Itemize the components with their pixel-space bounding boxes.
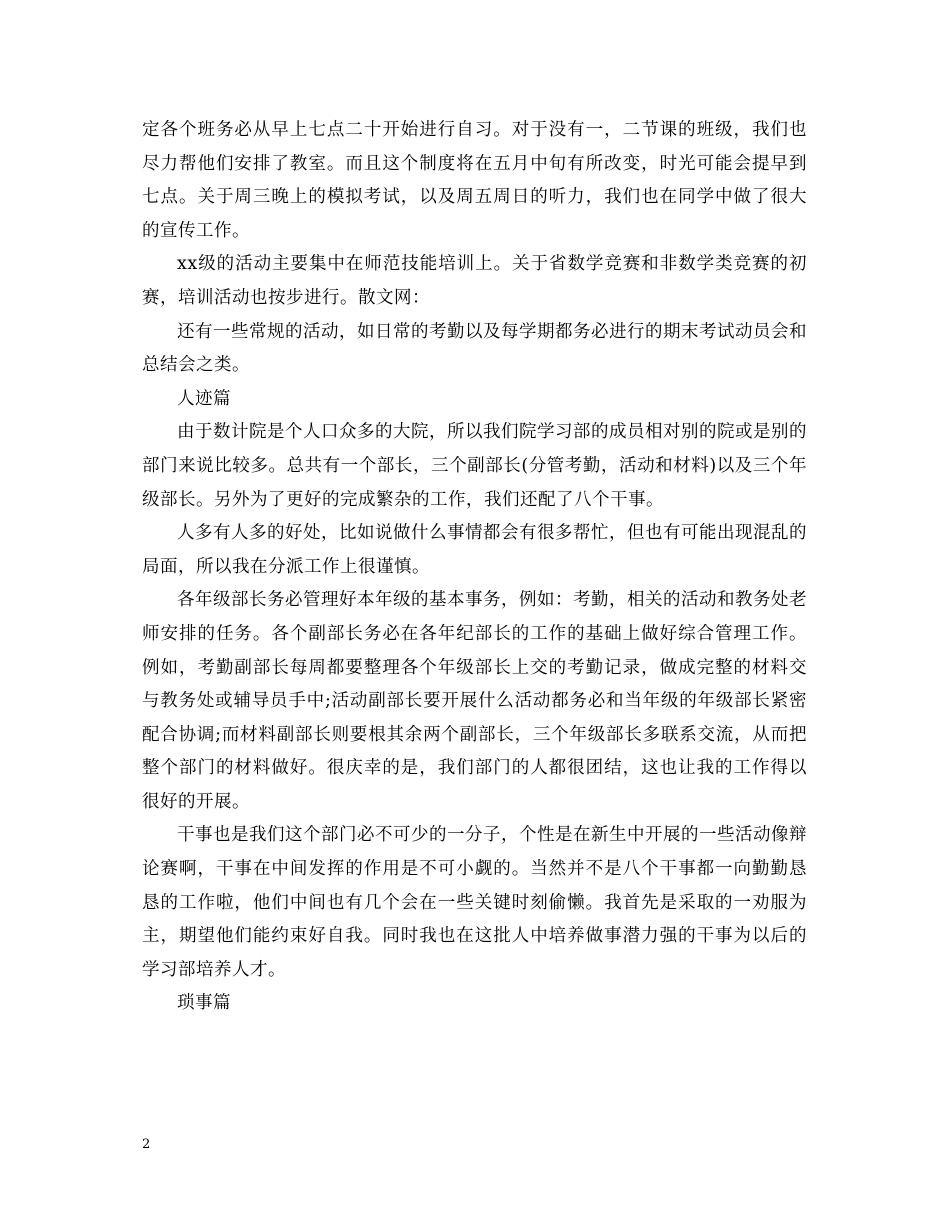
- paragraph: 人多有人多的好处，比如说做什么事情都会有很多帮忙，但也有可能出现混乱的局面，所以我在分派工作上很谨慎。: [142, 523, 807, 577]
- document-body: [142, 114, 807, 1021]
- paragraph: 干事也是我们这个部门必不可少的一分子，个性是在新生中开展的一些活动像辩论赛啊，干事在中间发挥的作用是不可小觑的。当然并不是八个干事都一向勤勤恳恳的工作啦，他们中间也有几个会在一些关键时刻偷懒。我首先是采取的一劝服为主，期望他们能约束好自我。同时我也在这批人中培养做事潜力强的干事为以后的学习部培养人才。: [142, 825, 807, 980]
- paragraph-continuation: 定各个班务必从早上七点二十开始进行自习。对于没有一，二节课的班级，我们也尽力帮他们安排了教室。而且这个制度将在五月中旬有所改变，时光可能会提早到七点。关于周三晚上的模拟考试，以及周五周日的听力，我们也在同学中做了很大的宣传工作。: [142, 120, 807, 241]
- paragraph: 还有一些常规的活动，如日常的考勤以及每学期都务必进行的期末考试动员会和总结会之类。: [142, 321, 807, 376]
- paragraph: 各年级部长务必管理好本年级的基本事务，例如：考勤，相关的活动和教务处老师安排的任务。各个副部长务必在各年纪部长的工作的基础上做好综合管理工作。例如，考勤副部长每周都要整理各个年级部长上交的考勤记录，做成完整的材料交与教务处或辅导员手中;活动副部长要开展什么活动都务必和当年级的年级部长紧密配合协调;而材料副部长则要根其余两个副部长，三个年级部长多联系交流，从而把整个部门的材料做好。很庆幸的是，我们部门的人都很团结，这也让我的工作得以很好的开展。: [142, 590, 807, 812]
- page-number: 2: [142, 1137, 151, 1152]
- section-heading: 人迹篇: [177, 388, 231, 409]
- section-heading: 琐事篇: [177, 993, 231, 1014]
- paragraph: 由于数计院是个人口众多的大院，所以我们院学习部的成员相对别的院或是别的部门来说比较多。总共有一个部长，三个副部长(分管考勤，活动和材料)以及三个年级部长。另外为了更好的完成繁杂的工作，我们还配了八个干事。: [142, 422, 807, 510]
- paragraph: xx级的活动主要集中在师范技能培训上。关于省数学竞赛和非数学类竞赛的初赛，培训活动也按步进行。散文网：: [142, 254, 807, 308]
